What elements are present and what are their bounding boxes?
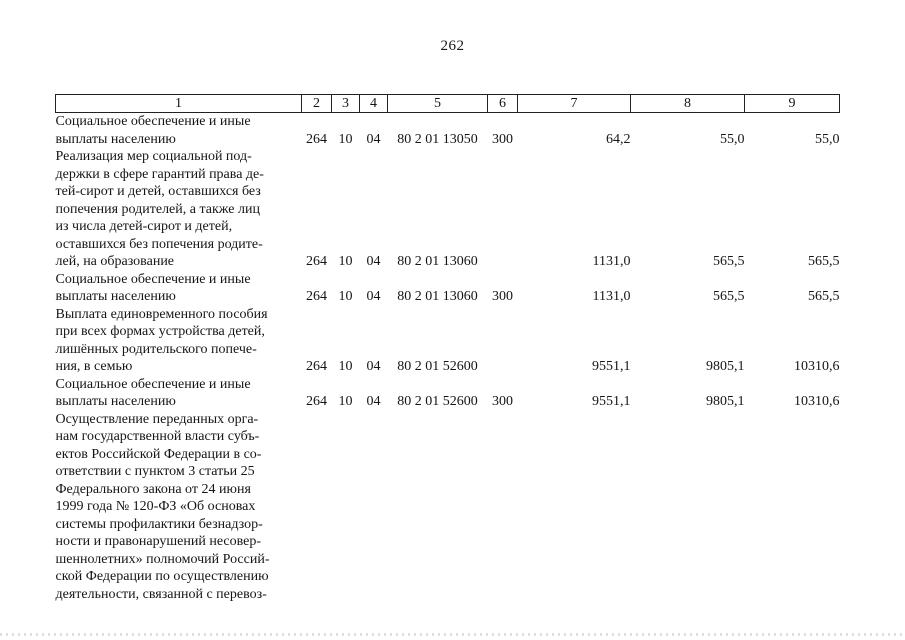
- column-header: 8: [631, 95, 745, 113]
- description-line: выплаты населению: [55, 289, 176, 304]
- cell-subsection: 04: [366, 289, 381, 304]
- description-line: попечения родителей, а также лиц: [55, 201, 260, 217]
- scan-edge-artifact: [0, 633, 905, 636]
- cell-ministry-code: 264: [306, 394, 327, 409]
- cell-section: 10: [338, 289, 353, 304]
- cell-target-article: 80 2 01 52600: [397, 394, 478, 409]
- cell-amount-year-2: 9805,1: [706, 359, 745, 374]
- budget-table: [55, 94, 840, 603]
- cell-amount-year-2: 565,5: [713, 254, 745, 269]
- column-header: 5: [388, 95, 488, 113]
- cell-amount-year-1: 64,2: [606, 131, 631, 147]
- column-header: 6: [488, 95, 518, 113]
- cell-amount-year-1: 9551,1: [592, 359, 631, 374]
- cell-amount-year-1: 1131,0: [592, 254, 631, 269]
- description-line: системы профилактики безнадзор-: [55, 516, 263, 532]
- description-line: ния, в семью: [55, 359, 133, 374]
- description-line: держки в сфере гарантий права де-: [55, 166, 264, 182]
- description-line: деятельности, связанной с перевоз-: [55, 586, 267, 602]
- cell-amount-year-2: 565,5: [713, 289, 745, 304]
- description-line: 1999 года № 120-ФЗ «Об основах: [55, 499, 256, 514]
- column-header: 4: [360, 95, 388, 113]
- cell-amount-year-2: [631, 411, 745, 604]
- cell-section: 10: [338, 359, 353, 374]
- page-number: 262: [440, 38, 465, 54]
- description-line: оставшихся без попечения родите-: [55, 236, 263, 252]
- cell-amount-year-3: 55,0: [815, 131, 840, 147]
- cell-target-article: [388, 411, 488, 604]
- description-line: ской Федерации по осуществлению: [55, 569, 269, 584]
- description-line: тей-сирот и детей, оставшихся без: [55, 184, 261, 199]
- cell-expense-type: 300: [492, 289, 513, 304]
- cell-expense-type: [488, 148, 518, 271]
- description-line: ответствии с пунктом 3 статьи 25: [55, 464, 255, 479]
- cell-amount-year-3: 10310,6: [794, 394, 840, 409]
- cell-subsection: 04: [366, 254, 381, 269]
- description-line: шеннолетних» полномочий Россий-: [55, 551, 270, 567]
- cell-section: 10: [338, 254, 353, 269]
- cell-expense-type: 300: [492, 394, 513, 409]
- column-header: 9: [745, 95, 840, 113]
- description-line: при всех формах устройства детей,: [55, 324, 265, 339]
- cell-section: 10: [338, 131, 353, 147]
- cell-amount-year-2: 55,0: [720, 131, 745, 147]
- cell-subsection: [360, 411, 388, 604]
- row-description: [56, 376, 302, 411]
- column-header: 1: [56, 95, 302, 113]
- table-row: [56, 376, 840, 411]
- cell-expense-type: 300: [492, 131, 513, 147]
- row-description: [56, 148, 302, 271]
- cell-subsection: 04: [366, 131, 381, 147]
- cell-target-article: 80 2 01 13060: [397, 254, 478, 269]
- description-line: Реализация мер социальной под-: [55, 149, 252, 164]
- cell-section: 10: [338, 394, 353, 409]
- cell-ministry-code: 264: [306, 359, 327, 374]
- cell-subsection: 04: [366, 394, 381, 409]
- cell-amount-year-1: 1131,0: [592, 289, 631, 304]
- description-line: Социальное обеспечение и иные: [55, 114, 251, 129]
- cell-amount-year-1: [518, 411, 631, 604]
- cell-amount-year-3: 565,5: [808, 289, 840, 304]
- cell-amount-year-3: [745, 411, 840, 604]
- row-description: [56, 306, 302, 376]
- description-line: Выплата единовременного пособия: [55, 306, 268, 322]
- row-description: [56, 411, 302, 604]
- row-description: [56, 113, 302, 149]
- description-line: из числа детей-сирот и детей,: [55, 219, 233, 234]
- description-line: ности и правонарушений несовер-: [55, 534, 262, 549]
- table-row: [56, 113, 840, 149]
- column-header: 3: [332, 95, 360, 113]
- description-line: выплаты населению: [55, 394, 176, 409]
- table-row: [56, 148, 840, 271]
- row-description: [56, 271, 302, 306]
- cell-subsection: 04: [366, 359, 381, 374]
- cell-ministry-code: 264: [306, 131, 327, 147]
- cell-amount-year-3: 10310,6: [794, 359, 840, 374]
- description-line: ектов Российской Федерации в со-: [55, 446, 262, 462]
- cell-ministry-code: 264: [306, 254, 327, 269]
- description-line: Социальное обеспечение и иные: [55, 376, 251, 392]
- description-line: нам государственной власти субъ-: [55, 429, 260, 444]
- cell-ministry-code: [302, 411, 332, 604]
- description-line: Федерального закона от 24 июня: [55, 481, 251, 497]
- cell-amount-year-1: 9551,1: [592, 394, 631, 409]
- column-header: 7: [518, 95, 631, 113]
- description-line: выплаты населению: [55, 131, 176, 147]
- cell-ministry-code: 264: [306, 289, 327, 304]
- cell-target-article: 80 2 01 13050: [397, 131, 478, 147]
- column-header: 2: [302, 95, 332, 113]
- table-row: [56, 306, 840, 376]
- description-line: Осуществление переданных орга-: [55, 411, 259, 427]
- description-line: Социальное обеспечение и иные: [55, 271, 251, 287]
- column-number-header-row: [56, 95, 840, 113]
- cell-target-article: 80 2 01 52600: [397, 359, 478, 374]
- cell-expense-type: [488, 411, 518, 604]
- cell-target-article: 80 2 01 13060: [397, 289, 478, 304]
- table-row: [56, 271, 840, 306]
- cell-amount-year-3: 565,5: [808, 254, 840, 269]
- cell-section: [332, 411, 360, 604]
- cell-expense-type: [488, 306, 518, 376]
- description-line: лишённых родительского попече-: [55, 341, 257, 357]
- table-row: [56, 411, 840, 604]
- cell-amount-year-2: 9805,1: [706, 394, 745, 409]
- description-line: лей, на образование: [55, 254, 175, 269]
